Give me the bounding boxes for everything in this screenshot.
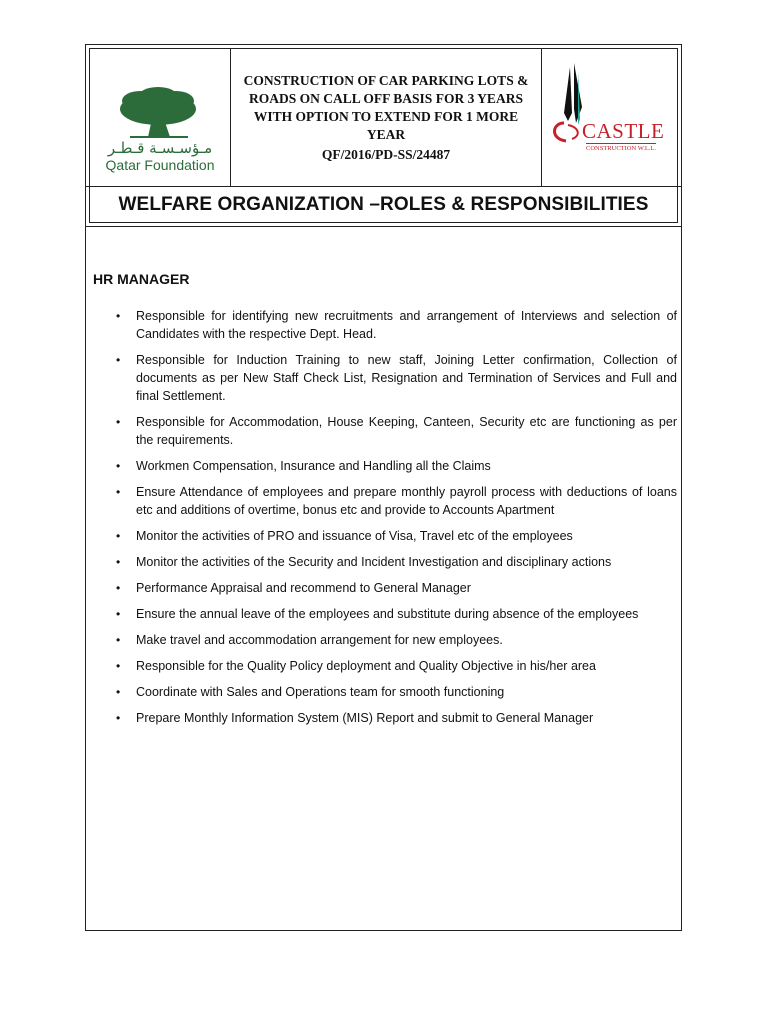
page-title: WELFARE ORGANIZATION –ROLES & RESPONSIBILITIES	[118, 193, 649, 215]
list-item-text: Responsible for identifying new recruitments and arrangement of Interviews and selection of Candidates with the respective Dept. Head.	[136, 309, 677, 341]
list-item-text: Monitor the activities of PRO and issuance of Visa, Travel etc of the employees	[136, 529, 573, 543]
bullet-icon: •	[116, 459, 121, 473]
list-item	[116, 413, 677, 449]
list-item	[116, 527, 677, 545]
bullet-icon: •	[116, 485, 121, 499]
project-description	[231, 49, 542, 186]
list-item	[116, 631, 677, 649]
project-line: CONSTRUCTION OF CAR PARKING LOTS &	[243, 72, 529, 88]
header-table	[86, 45, 681, 187]
bullet-icon: •	[116, 309, 121, 323]
list-item	[116, 483, 677, 519]
bullet-icon: •	[116, 415, 121, 429]
list-item	[116, 457, 677, 475]
list-item-text: Ensure Attendance of employees and prepare monthly payroll process with deductions of loans etc and additions of overtime, bonus etc and provide to Accounts Apartment	[136, 485, 677, 517]
list-item	[116, 553, 677, 571]
bullet-icon: •	[116, 607, 121, 621]
bullet-icon: •	[116, 353, 121, 367]
castle-logo-icon	[542, 49, 682, 187]
project-line: ROADS ON CALL OFF BASIS FOR 3 YEARS	[249, 90, 523, 106]
bullet-icon: •	[116, 581, 121, 595]
qatar-foundation-english-text: Qatar Foundation	[105, 157, 215, 173]
list-item-text: Monitor the activities of the Security and Incident Investigation and disciplinary actions	[136, 555, 612, 569]
bullet-icon: •	[116, 711, 121, 725]
section-heading: HR MANAGER	[93, 271, 190, 287]
list-item-text: Workmen Compensation, Insurance and Handling all the Claims	[136, 459, 491, 473]
list-item-text: Ensure the annual leave of the employees and substitute during absence of the employees	[136, 607, 639, 621]
bullet-icon: •	[116, 555, 121, 569]
list-item	[116, 351, 677, 405]
list-item	[116, 657, 677, 675]
list-item-text: Prepare Monthly Information System (MIS) Report and submit to General Manager	[136, 711, 594, 725]
list-item-text: Make travel and accommodation arrangement for new employees.	[136, 633, 503, 647]
list-item-text: Responsible for the Quality Policy deployment and Quality Objective in his/her area	[136, 659, 596, 673]
list-item-text: Responsible for Accommodation, House Keeping, Canteen, Security etc are functioning as per the requirements.	[136, 415, 677, 447]
list-item-text: Coordinate with Sales and Operations team for smooth functioning	[136, 685, 505, 699]
list-item	[116, 605, 677, 623]
bullet-icon: •	[116, 529, 121, 543]
bullet-icon: •	[116, 633, 121, 647]
project-reference: QF/2016/PD-SS/24487	[321, 146, 451, 162]
castle-sub-text: CONSTRUCTION W.L.L.	[586, 145, 657, 152]
castle-construction-logo	[542, 49, 677, 186]
document-frame	[85, 44, 682, 931]
qatar-foundation-logo	[90, 49, 231, 186]
list-item-text: Responsible for Induction Training to new staff, Joining Letter confirmation, Collection of documents as per New Staff Check List, Resignation and Termination of Services and Full and final Settlement.	[136, 353, 677, 403]
list-item-text: Performance Appraisal and recommend to General Manager	[136, 581, 471, 595]
list-item	[116, 709, 677, 727]
project-line: YEAR	[366, 126, 406, 142]
title-table	[86, 187, 681, 227]
bullet-icon: •	[116, 685, 121, 699]
list-item	[116, 683, 677, 701]
bullet-icon: •	[116, 659, 121, 673]
list-item	[116, 579, 677, 597]
list-item	[116, 307, 677, 343]
qatar-foundation-arabic-text: مـؤسـسـة قـطـر	[107, 139, 213, 157]
project-line: WITH OPTION TO EXTEND FOR 1 MORE	[253, 108, 519, 124]
castle-brand-text: CASTLE	[582, 119, 665, 143]
responsibilities-list	[116, 307, 677, 735]
